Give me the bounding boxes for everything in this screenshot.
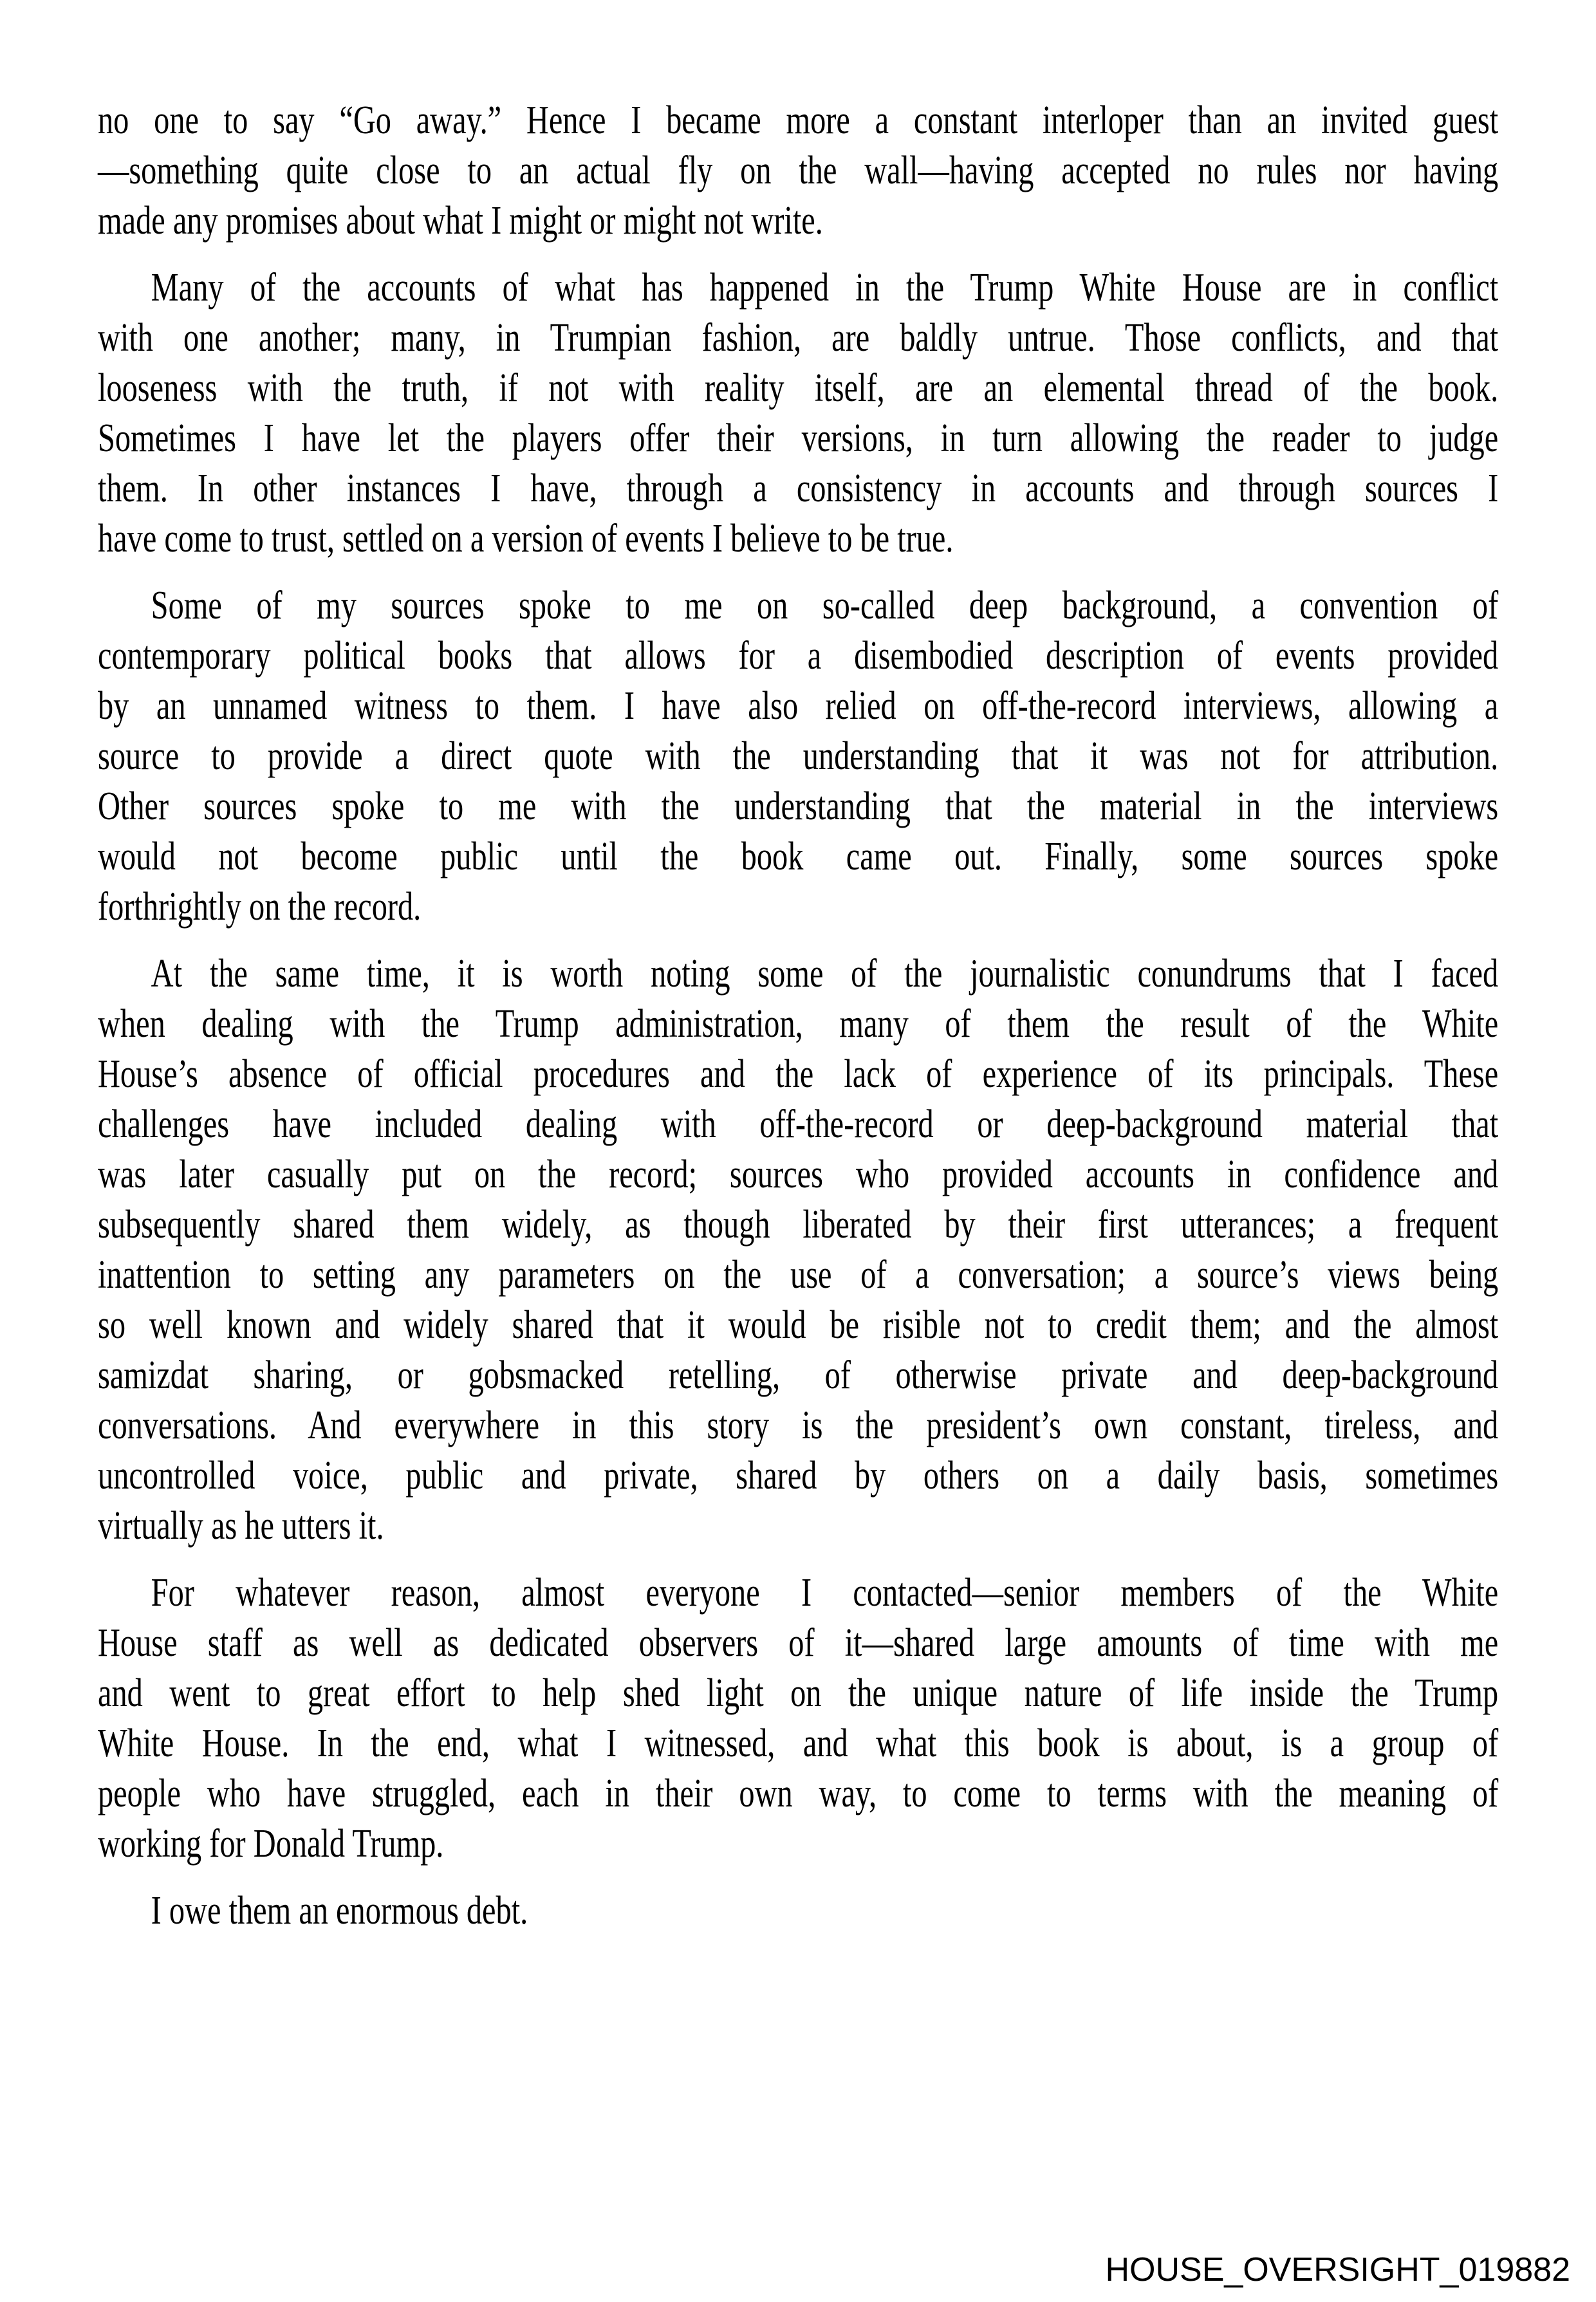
- text-line: made any promises about what I might or might not write.: [98, 199, 823, 243]
- text-line: was later casually put on the record; sources who provided accounts in confidence and: [98, 1153, 1499, 1196]
- paragraph: [98, 580, 1498, 932]
- text-line: samizdat sharing, or gobsmacked retelling, of otherwise private and deep-background: [98, 1353, 1499, 1397]
- text-line: Sometimes I have let the players offer their versions, in turn allowing the reader to judge: [98, 416, 1499, 460]
- text-line: At the same time, it is worth noting some of the journalistic conundrums that I faced: [151, 952, 1499, 996]
- paragraph: [98, 1568, 1498, 1869]
- text-line: Many of the accounts of what has happened in the Trump White House are in conflict: [151, 266, 1499, 310]
- text-line: White House. In the end, what I witnessed, and what this book is about, is a group of: [98, 1722, 1499, 1765]
- text-line: people who have struggled, each in their own way, to come to terms with the meaning of: [98, 1772, 1499, 1815]
- text-line: For whatever reason, almost everyone I contacted—senior members of the White: [151, 1571, 1499, 1615]
- text-line: source to provide a direct quote with the understanding that it was not for attribution.: [98, 734, 1499, 778]
- bates-stamp: HOUSE_OVERSIGHT_019882: [1105, 2251, 1570, 2288]
- text-line: would not become public until the book came out. Finally, some sources spoke: [98, 835, 1499, 878]
- body-text: [98, 95, 1498, 1953]
- text-line: looseness with the truth, if not with reality itself, are an elemental thread of the book.: [98, 366, 1499, 410]
- text-line: working for Donald Trump.: [98, 1822, 444, 1866]
- text-line: so well known and widely shared that it would be risible not to credit them; and the almost: [98, 1303, 1499, 1347]
- text-line: and went to great effort to help shed light on the unique nature of life inside the Trump: [98, 1671, 1499, 1715]
- paragraph: [98, 263, 1498, 564]
- text-line: them. In other instances I have, through a consistency in accounts and through sources I: [98, 467, 1499, 510]
- text-line: uncontrolled voice, public and private, shared by others on a daily basis, sometimes: [98, 1454, 1499, 1498]
- paragraph: [98, 95, 1498, 246]
- text-line: no one to say “Go away.” Hence I became more a constant interloper than an invited guest: [98, 98, 1499, 142]
- text-line: when dealing with the Trump administration, many of them the result of the White: [98, 1002, 1499, 1046]
- text-line: have come to trust, settled on a version of events I believe to be true.: [98, 517, 954, 561]
- paragraph: [98, 949, 1498, 1551]
- text-line: I owe them an enormous debt.: [151, 1889, 528, 1933]
- text-line: subsequently shared them widely, as though liberated by their first utterances; a frequent: [98, 1203, 1499, 1247]
- text-line: inattention to setting any parameters on the use of a conversation; a source’s views being: [98, 1253, 1499, 1297]
- text-line: Some of my sources spoke to me on so-called deep background, a convention of: [151, 584, 1499, 627]
- text-line: House’s absence of official procedures and the lack of experience of its principals. These: [98, 1052, 1499, 1096]
- text-line: by an unnamed witness to them. I have also relied on off-the-record interviews, allowing a: [98, 684, 1499, 728]
- text-line: conversations. And everywhere in this story is the president’s own constant, tireless, and: [98, 1404, 1499, 1447]
- text-line: House staff as well as dedicated observers of it—shared large amounts of time with me: [98, 1621, 1499, 1665]
- text-line: Other sources spoke to me with the understanding that the material in the interviews: [98, 784, 1499, 828]
- paragraph: [98, 1886, 1498, 1936]
- text-line: challenges have included dealing with off-the-record or deep-background material that: [98, 1102, 1499, 1146]
- text-line: with one another; many, in Trumpian fashion, are baldly untrue. Those conflicts, and that: [98, 316, 1499, 360]
- text-line: contemporary political books that allows for a disembodied description of events provided: [98, 634, 1499, 678]
- text-line: forthrightly on the record.: [98, 885, 422, 929]
- text-line: —something quite close to an actual fly on the wall—having accepted no rules nor having: [98, 149, 1499, 192]
- text-line: virtually as he utters it.: [98, 1504, 384, 1548]
